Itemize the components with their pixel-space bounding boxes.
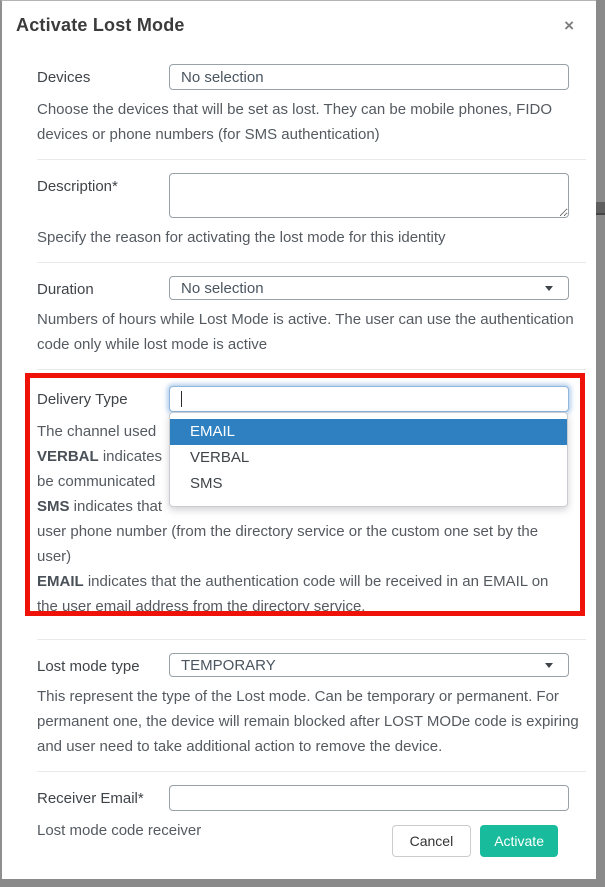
activate-button[interactable]: Activate <box>480 825 558 857</box>
dialog-footer <box>392 825 558 857</box>
duration-section <box>37 262 586 369</box>
duration-select[interactable] <box>169 276 569 300</box>
dialog-title: Activate Lost Mode <box>16 15 185 35</box>
close-icon[interactable]: × <box>564 16 574 35</box>
chevron-down-icon <box>545 663 553 668</box>
help-line: be communicated <box>37 473 156 490</box>
lost-mode-type-select-value: TEMPORARY <box>181 656 276 674</box>
help-line: the user email address from the directory service. <box>37 598 366 615</box>
lost-mode-type-help-text: This represent the type of the Lost mode. Can be temporary or permanent. For permanent one, the device will remain blocked after LOST MODe code is expiring and user need to take additional action to remove the device. <box>37 688 579 755</box>
devices-label: Devices <box>37 69 91 86</box>
help-line: user phone number (from the directory service or the custom one set by the <box>37 523 539 540</box>
delivery-type-label: Delivery Type <box>37 391 128 408</box>
receiver-email-label: Receiver Email* <box>37 790 144 807</box>
duration-label: Duration <box>37 281 94 298</box>
help-line: The channel used <box>37 423 157 440</box>
cancel-button[interactable]: Cancel <box>392 825 472 857</box>
delivery-type-section <box>37 369 586 639</box>
devices-input[interactable] <box>169 64 569 90</box>
text-cursor <box>181 391 182 407</box>
lost-mode-type-select[interactable] <box>169 653 569 677</box>
dialog-body <box>2 36 596 855</box>
dropdown-option-sms[interactable]: SMS <box>190 475 223 492</box>
help-line: VERBAL indicates <box>37 448 163 465</box>
help-line: EMAIL indicates that the authentication code will be received in an EMAIL on <box>37 573 549 590</box>
dialog-header <box>2 1 596 36</box>
duration-help-text: Numbers of hours while Lost Mode is active. The user can use the authentication code only while lost mode is active <box>37 311 574 353</box>
receiver-email-input[interactable] <box>169 785 569 811</box>
devices-section <box>37 64 586 159</box>
dropdown-option-email[interactable]: EMAIL <box>170 419 567 445</box>
dropdown-option-verbal[interactable]: VERBAL <box>190 449 250 466</box>
devices-help-text: Choose the devices that will be set as lost. They can be mobile phones, FIDO devices or phone numbers (for SMS authentication) <box>37 101 552 143</box>
description-label: Description* <box>37 178 118 195</box>
receiver-email-help-text: Lost mode code receiver <box>37 822 202 839</box>
lost-mode-type-section <box>37 639 586 771</box>
delivery-type-dropdown <box>169 412 568 507</box>
duration-select-value: No selection <box>181 279 264 297</box>
help-line: user) <box>37 548 72 565</box>
chevron-down-icon <box>545 286 553 291</box>
description-section <box>37 159 586 262</box>
description-help-text: Specify the reason for activating the lost mode for this identity <box>37 229 446 246</box>
background-scrollbar-thumb <box>596 202 605 215</box>
background-scroll-strip[interactable] <box>596 0 605 887</box>
description-textarea[interactable] <box>169 173 569 218</box>
lost-mode-type-label: Lost mode type <box>37 658 140 675</box>
help-line: SMS indicates that <box>37 498 163 515</box>
delivery-type-input[interactable] <box>169 386 569 412</box>
